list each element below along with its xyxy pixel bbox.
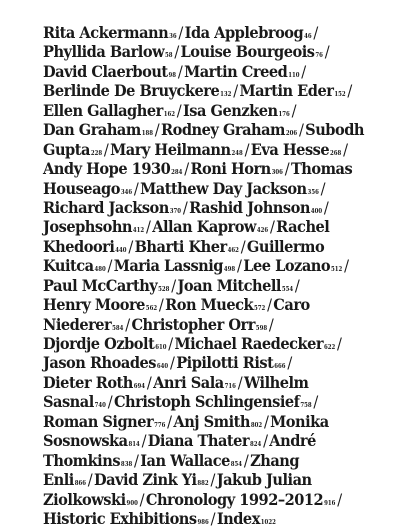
slash-separator: / [337,334,342,353]
entry-name: Matthew Day Jackson [140,178,307,198]
page-number: 802 [250,421,263,429]
page-number: 1022 [260,518,276,526]
slash-separator: / [184,159,189,179]
page-number: 528 [158,285,170,293]
entry-name: Caro [273,295,310,315]
entry-name: Kuitca [43,256,94,276]
entry-name: Joan Mitchell [177,275,281,295]
slash-separator: / [128,236,133,256]
toc-line [43,509,374,528]
slash-separator: / [178,23,183,42]
slash-separator: / [269,217,275,237]
entry-name: Henry Moore [43,295,145,315]
slash-separator: / [134,450,139,470]
page-number: 98 [168,71,177,79]
toc-line [43,470,374,489]
entry-name: Phyllida Barlow [43,42,165,62]
slash-separator: / [125,314,130,334]
entry-name: Martin Eder [239,81,334,101]
slash-separator: / [87,470,93,490]
page-number: 412 [132,227,145,235]
toc-line [43,334,374,353]
slash-separator: / [267,295,272,315]
entry-name: Ellen Gallagher [43,100,163,120]
slash-separator: / [268,314,274,334]
page-number: 666 [274,363,286,371]
slash-separator: / [107,392,113,412]
slash-separator: / [169,353,175,373]
slash-separator: / [240,236,246,256]
slash-separator: / [324,42,330,62]
entry-name: André [269,431,316,451]
entry-name: Houseago [43,178,120,198]
page-number: 206 [285,130,298,138]
page-number: 758 [300,402,312,410]
toc-line [43,295,374,314]
page-number: 572 [253,305,266,313]
entry-name: Rachel [276,217,330,237]
slash-separator: / [294,275,300,295]
toc-line [43,179,374,198]
entry-name: Ian Wallace [140,450,230,470]
page-number: 132 [220,91,232,99]
slash-separator: / [263,431,268,451]
page-number: 268 [330,149,342,157]
page-number: 152 [334,91,346,99]
page-number: 694 [133,382,146,390]
entry-name: Jakub Julian [216,470,312,490]
entry-name: Christoph Schlingensief [113,392,300,412]
page-number: 110 [288,71,300,79]
entry-name: Rodney Graham [160,120,285,140]
page-number: 228 [90,149,103,157]
toc-line [43,140,374,159]
entry-name: Bharti Kher [134,236,227,256]
page-number: 584 [112,324,124,332]
page-number: 814 [128,441,140,449]
entry-name: Maria Lassnig [113,256,223,276]
slash-separator: / [168,334,173,353]
entry-name: Roman Signer [43,411,154,431]
toc-line [43,373,374,392]
slash-separator: / [236,256,242,276]
slash-separator: / [174,42,179,62]
slash-separator: / [176,100,182,120]
entry-name: Josephsohn [43,217,133,237]
toc-line [43,81,374,100]
toc-line [43,392,374,411]
entry-name: Gupta [43,139,90,159]
page-number: 740 [94,402,106,410]
slash-separator: / [182,197,188,217]
entry-name: Richard Jackson [43,197,169,217]
page-number: 554 [281,285,294,293]
page-number: 866 [74,480,86,488]
entry-name: Diana Thater [147,431,250,451]
slash-separator: / [154,120,160,140]
page-number: 58 [165,52,173,60]
slash-separator: / [237,372,243,392]
slash-separator: / [133,178,139,198]
entry-name: Thomkins [43,450,121,470]
entry-name: Andy Hope 1930 [43,159,171,179]
entry-name: Ziolkowski [43,489,126,509]
table-of-contents [43,23,411,528]
slash-separator: / [287,353,292,373]
slash-separator: / [263,411,269,431]
page-number: 162 [163,110,175,118]
entry-name: Monika [270,411,329,431]
page-number: 346 [120,188,133,196]
entry-name: Pipilotti Rist [176,353,274,373]
entry-name: Wilhelm [243,372,309,392]
entry-name: Ron Mueck [165,295,254,315]
page-number: 462 [227,246,239,254]
entry-name: Allan Kaprow [152,217,256,237]
toc-line [43,198,374,217]
toc-line [43,23,374,42]
page-number: 356 [307,188,319,196]
page-number: 46 [304,33,312,40]
entry-name: Eva Hesse [250,139,330,159]
entry-name: Rita Ackermann [43,23,169,42]
page-number: 882 [197,480,209,488]
entry-name: Lee Lozano [243,256,331,276]
slash-separator: / [139,489,145,509]
entry-name: Index [216,508,260,528]
entry-name: Sasnal [43,392,94,412]
slash-separator: / [343,139,348,159]
page-number: 498 [223,266,236,274]
page-number: 440 [115,246,127,254]
page-number: 916 [324,499,336,507]
entry-name: Berlinde De Bruyckere [43,81,220,101]
page-number: 562 [145,305,158,313]
toc-line [43,120,374,139]
page-number: 480 [94,266,106,274]
page-number: 622 [323,344,336,351]
page-number: 900 [126,499,138,507]
page-number: 36 [169,33,177,40]
entry-name: Khedoori [43,236,115,256]
toc-line [43,451,374,470]
slash-separator: / [103,139,109,159]
entry-name: Thomas [290,159,353,179]
entry-name: Rashid Johnson [189,197,310,217]
page-number: 716 [224,382,236,390]
page-number: 986 [197,518,209,526]
slash-separator: / [171,275,176,295]
slash-separator: / [243,450,249,470]
toc-line [43,217,374,236]
page-number: 824 [250,441,262,449]
entry-name: Roni Horn [190,159,271,179]
page-number: 306 [271,169,283,177]
page-number: 284 [171,169,183,177]
slash-separator: / [313,392,318,412]
entry-name: Sosnowska [43,431,128,451]
toc-line [43,276,374,295]
entry-name: Historic Exhibitions [43,508,197,528]
page-number: 610 [155,344,167,351]
entry-name: David Claerbout [43,61,168,81]
toc-line [43,159,374,178]
toc-line [43,62,374,81]
entry-name: Ida Applebroog [184,23,304,42]
slash-separator: / [291,100,297,120]
slash-separator: / [244,139,250,159]
entry-name: Chronology 1992–2012 [145,489,324,509]
slash-separator: / [145,217,151,237]
toc-line [43,101,374,120]
toc-line [43,412,374,431]
slash-separator: / [323,197,329,217]
page-number: 76 [315,52,323,60]
page-number: 176 [278,110,290,118]
page-number: 248 [231,149,243,157]
slash-separator: / [177,61,183,81]
entry-name: Guillermo [246,236,325,256]
slash-separator: / [320,178,326,198]
slash-separator: / [347,81,352,101]
entry-name: Anri Sala [153,372,224,392]
slash-separator: / [233,81,238,101]
toc-line [43,315,374,334]
entry-name: Martin Creed [184,61,288,81]
page-number: 838 [120,460,133,468]
entry-name: Louise Bourgeois [180,42,315,62]
page-number: 854 [230,460,243,468]
slash-separator: / [210,508,216,528]
entry-name: David Zink Yi [93,470,197,490]
entry-name: Jason Rhoades [43,353,157,373]
toc-line [43,42,374,61]
slash-separator: / [158,295,164,315]
page-number: 640 [156,363,169,371]
toc-line [43,431,374,450]
page-number: 512 [330,266,343,274]
toc-line [43,237,374,256]
entry-name: Anj Smith [173,411,250,431]
entry-name: Subodh [305,120,365,140]
entry-name: Enli [43,470,74,490]
page-number: 598 [255,324,268,332]
page-number: 370 [169,207,182,215]
slash-separator: / [301,61,306,81]
slash-separator: / [313,23,318,42]
entry-name: Dieter Roth [43,372,133,392]
entry-name: Dan Graham [43,120,141,140]
slash-separator: / [141,431,146,451]
entry-name: Isa Genzken [182,100,278,120]
slash-separator: / [344,256,349,276]
slash-separator: / [167,411,172,431]
entry-name: Niederer [43,314,112,334]
entry-name: Mary Heilmann [110,139,231,159]
page-number: 188 [141,130,153,138]
entry-name: Zhang [250,450,300,470]
slash-separator: / [298,120,304,140]
toc-line [43,490,374,509]
entry-name: Paul McCarthy [43,275,158,295]
slash-separator: / [146,372,152,392]
slash-separator: / [284,159,290,179]
toc-line [43,353,374,372]
page-number: 426 [256,227,269,235]
page-number: 400 [310,207,323,215]
slash-separator: / [337,489,342,509]
entry-name: Djordje Ozbolt [43,334,155,353]
entry-name: Michael Raedecker [174,334,324,353]
toc-line [43,256,374,275]
slash-separator: / [107,256,112,276]
slash-separator: / [210,470,215,490]
page-number: 776 [154,421,166,429]
entry-name: Christopher Orr [131,314,255,334]
